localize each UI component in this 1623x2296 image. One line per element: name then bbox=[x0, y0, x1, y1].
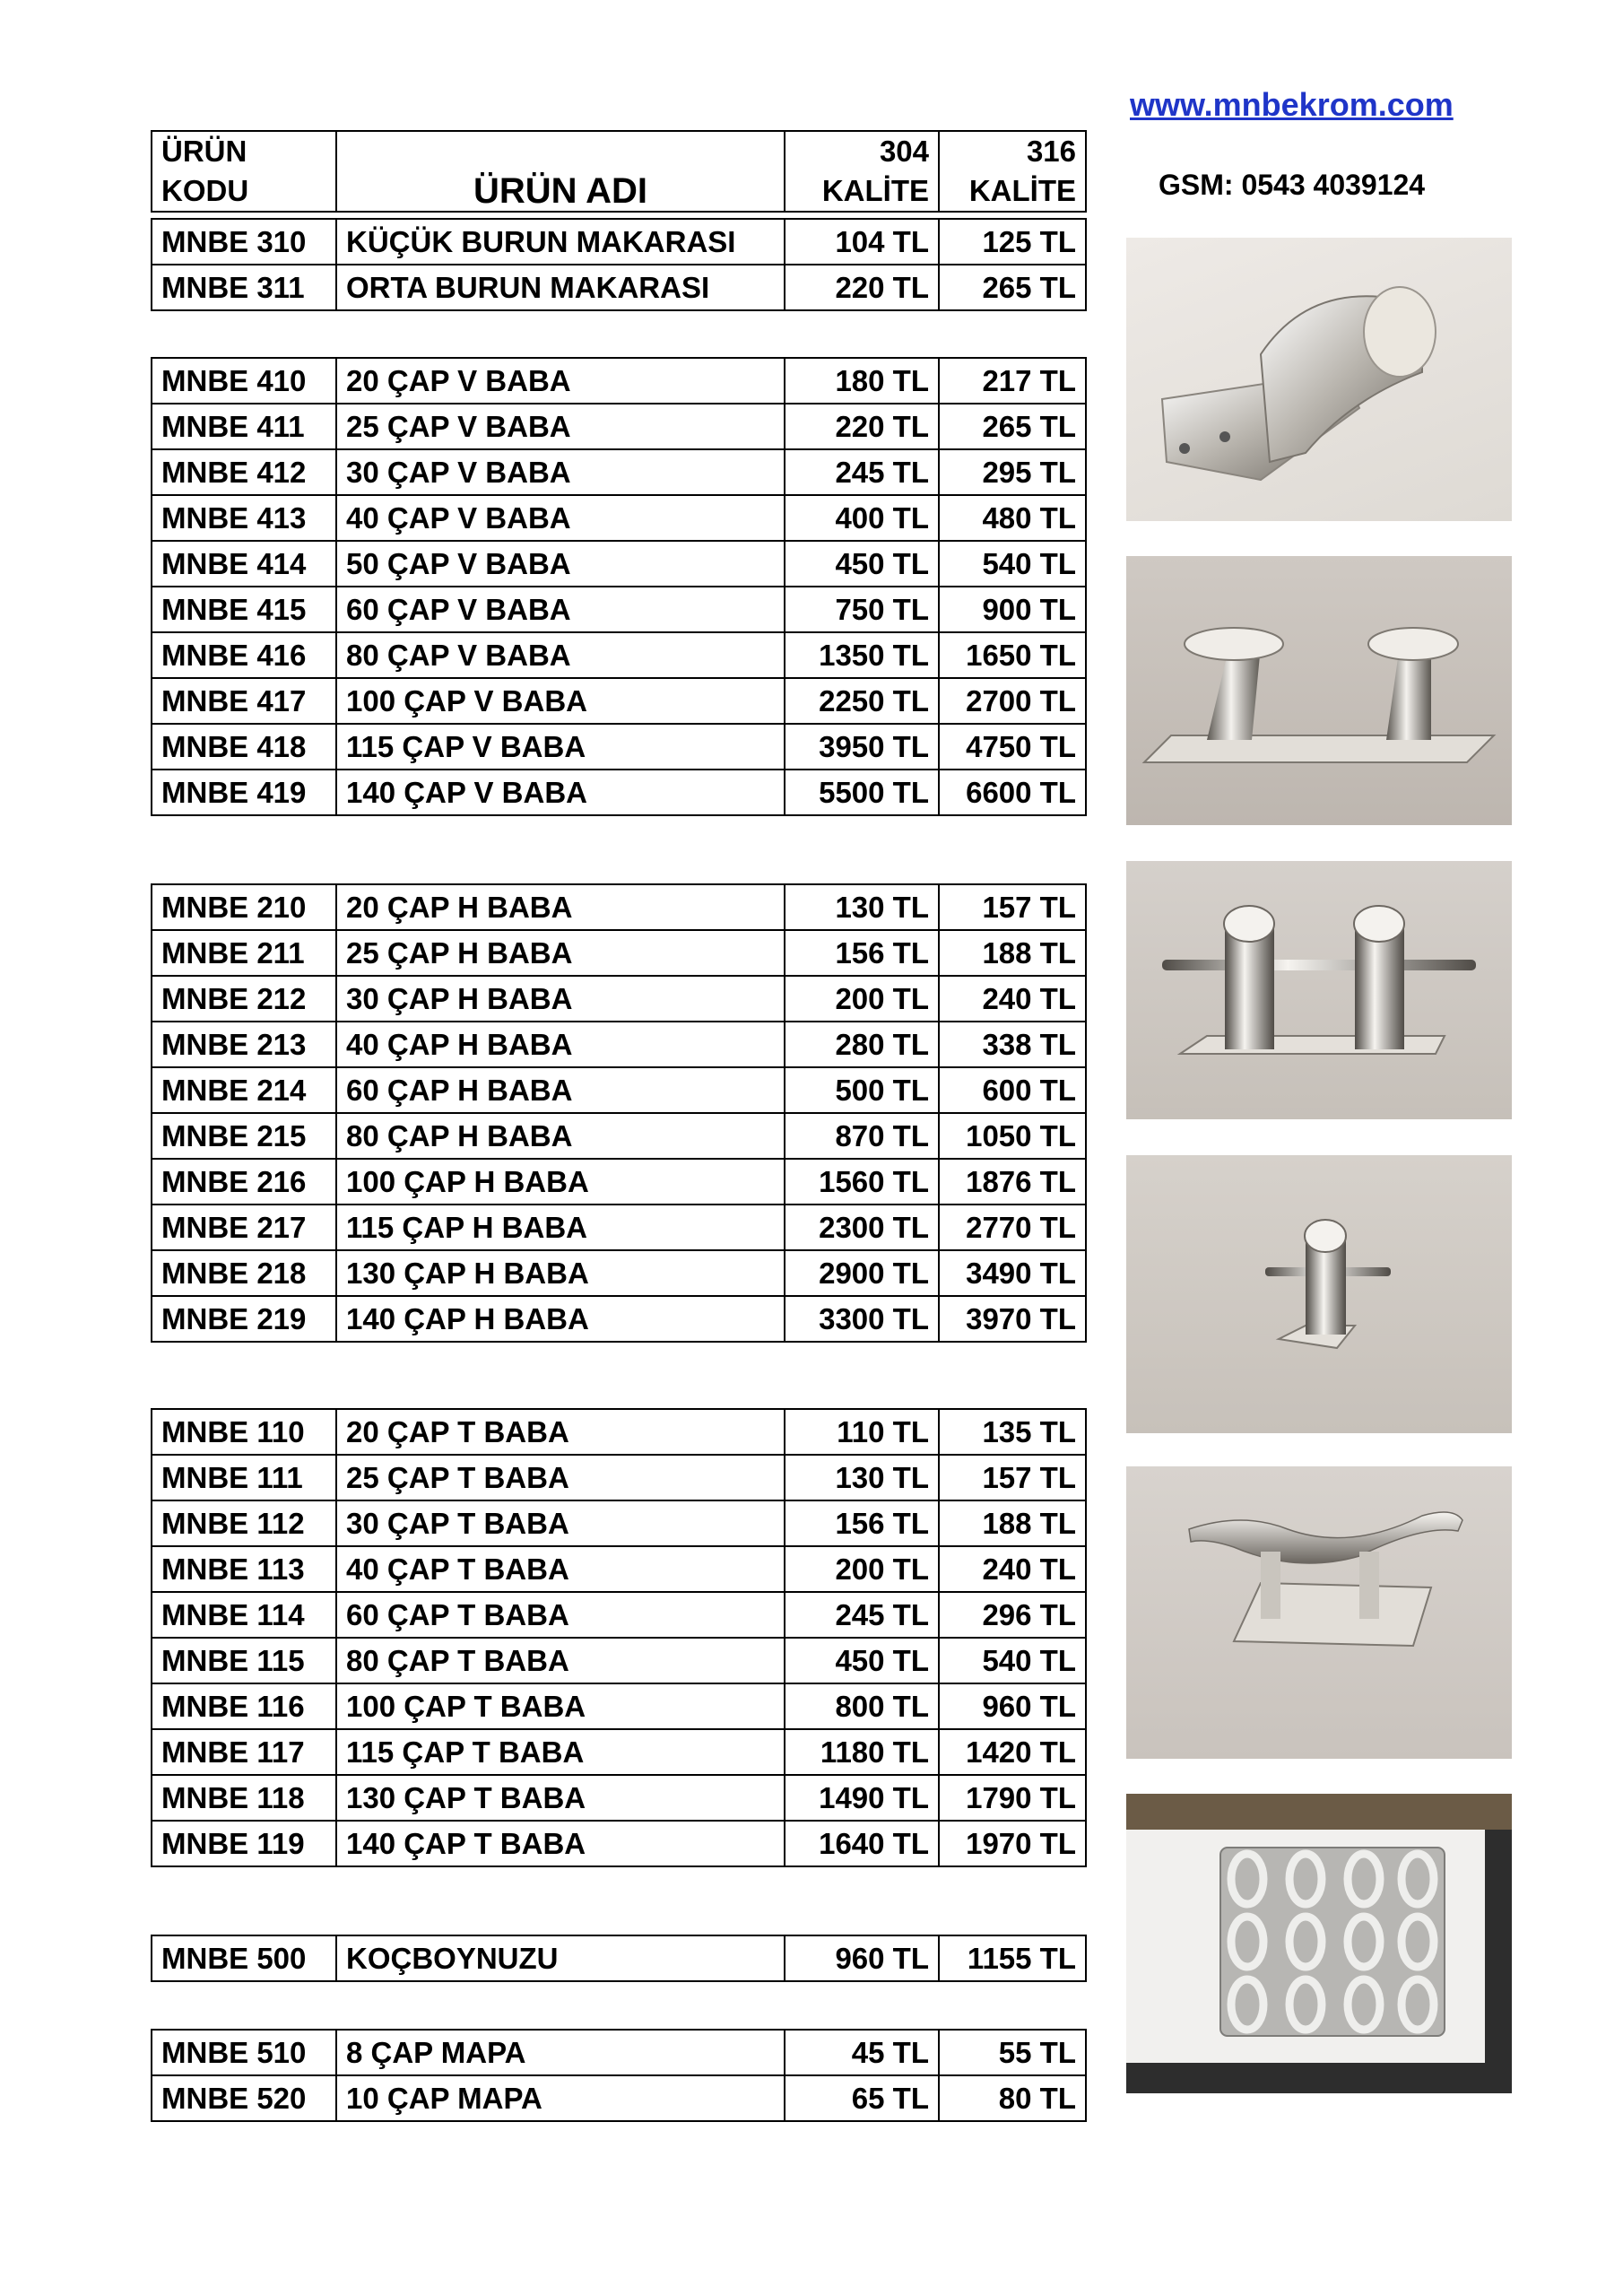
v-bollard-icon bbox=[1126, 556, 1512, 825]
price-group-table bbox=[151, 883, 1087, 1343]
table-row bbox=[152, 1729, 1086, 1775]
price-304-cell: 2300 TL bbox=[785, 1205, 939, 1250]
product-name-cell: 115 ÇAP H BABA bbox=[336, 1205, 785, 1250]
price-316-cell: 157 TL bbox=[939, 884, 1086, 930]
product-code-cell: MNBE 111 bbox=[152, 1455, 336, 1500]
price-304-cell: 156 TL bbox=[785, 930, 939, 976]
price-304-cell: 450 TL bbox=[785, 541, 939, 587]
table-row bbox=[152, 1159, 1086, 1205]
product-name-cell: 100 ÇAP V BABA bbox=[336, 678, 785, 724]
price-304-cell: 130 TL bbox=[785, 884, 939, 930]
product-name-cell: 60 ÇAP V BABA bbox=[336, 587, 785, 632]
table-row bbox=[152, 1296, 1086, 1342]
price-group-table bbox=[151, 2029, 1087, 2122]
product-name-cell: KÜÇÜK BURUN MAKARASI bbox=[336, 219, 785, 265]
product-name-cell: 130 ÇAP T BABA bbox=[336, 1775, 785, 1821]
table-row bbox=[152, 1546, 1086, 1592]
product-name-cell: 40 ÇAP H BABA bbox=[336, 1022, 785, 1067]
product-code-cell: MNBE 118 bbox=[152, 1775, 336, 1821]
product-code-cell: MNBE 310 bbox=[152, 219, 336, 265]
product-photo-pad-eyes bbox=[1126, 1794, 1512, 2093]
column-header-304: 304 KALİTE bbox=[785, 131, 939, 212]
t-cleat-icon bbox=[1126, 1466, 1512, 1759]
product-name-cell: 60 ÇAP H BABA bbox=[336, 1067, 785, 1113]
table-row bbox=[152, 678, 1086, 724]
price-316-cell: 6600 TL bbox=[939, 770, 1086, 815]
product-code-cell: MNBE 115 bbox=[152, 1638, 336, 1683]
product-photo-h-bollard bbox=[1126, 861, 1512, 1119]
product-name-cell: KOÇBOYNUZU bbox=[336, 1935, 785, 1981]
price-304-cell: 960 TL bbox=[785, 1935, 939, 1981]
price-316-cell: 4750 TL bbox=[939, 724, 1086, 770]
product-name-cell: 10 ÇAP MAPA bbox=[336, 2075, 785, 2121]
table-row bbox=[152, 724, 1086, 770]
price-316-cell: 265 TL bbox=[939, 404, 1086, 449]
price-304-cell: 450 TL bbox=[785, 1638, 939, 1683]
price-316-cell: 600 TL bbox=[939, 1067, 1086, 1113]
price-316-cell: 3490 TL bbox=[939, 1250, 1086, 1296]
price-316-cell: 125 TL bbox=[939, 219, 1086, 265]
price-304-cell: 130 TL bbox=[785, 1455, 939, 1500]
product-name-cell: 60 ÇAP T BABA bbox=[336, 1592, 785, 1638]
price-304-cell: 220 TL bbox=[785, 404, 939, 449]
price-304-cell: 245 TL bbox=[785, 449, 939, 495]
product-name-cell: 20 ÇAP T BABA bbox=[336, 1409, 785, 1455]
product-name-cell: 80 ÇAP H BABA bbox=[336, 1113, 785, 1159]
table-row bbox=[152, 1638, 1086, 1683]
product-code-cell: MNBE 411 bbox=[152, 404, 336, 449]
table-row bbox=[152, 219, 1086, 265]
price-304-cell: 180 TL bbox=[785, 358, 939, 404]
price-group-table bbox=[151, 357, 1087, 816]
website-link[interactable]: www.mnbekrom.com bbox=[1130, 86, 1454, 123]
table-row bbox=[152, 2030, 1086, 2075]
product-code-cell: MNBE 114 bbox=[152, 1592, 336, 1638]
table-row bbox=[152, 1022, 1086, 1067]
price-316-cell: 900 TL bbox=[939, 587, 1086, 632]
table-row bbox=[152, 265, 1086, 310]
product-code-cell: MNBE 419 bbox=[152, 770, 336, 815]
price-316-cell: 157 TL bbox=[939, 1455, 1086, 1500]
price-316-cell: 296 TL bbox=[939, 1592, 1086, 1638]
product-name-cell: 100 ÇAP H BABA bbox=[336, 1159, 785, 1205]
price-316-cell: 2700 TL bbox=[939, 678, 1086, 724]
pad-eye-icon bbox=[1126, 1794, 1512, 2093]
table-row bbox=[152, 1409, 1086, 1455]
column-header-code: ÜRÜN KODU bbox=[152, 131, 336, 212]
product-code-cell: MNBE 417 bbox=[152, 678, 336, 724]
product-code-cell: MNBE 415 bbox=[152, 587, 336, 632]
price-304-cell: 3950 TL bbox=[785, 724, 939, 770]
product-name-cell: 100 ÇAP T BABA bbox=[336, 1683, 785, 1729]
single-bollard-icon bbox=[1126, 1155, 1512, 1433]
price-316-cell: 217 TL bbox=[939, 358, 1086, 404]
product-name-cell: 40 ÇAP V BABA bbox=[336, 495, 785, 541]
product-code-cell: MNBE 113 bbox=[152, 1546, 336, 1592]
price-304-cell: 45 TL bbox=[785, 2030, 939, 2075]
product-name-cell: ORTA BURUN MAKARASI bbox=[336, 265, 785, 310]
product-code-cell: MNBE 410 bbox=[152, 358, 336, 404]
price-316-cell: 1650 TL bbox=[939, 632, 1086, 678]
product-code-cell: MNBE 117 bbox=[152, 1729, 336, 1775]
price-304-cell: 1350 TL bbox=[785, 632, 939, 678]
product-name-cell: 25 ÇAP H BABA bbox=[336, 930, 785, 976]
price-316-cell: 240 TL bbox=[939, 1546, 1086, 1592]
table-row bbox=[152, 404, 1086, 449]
price-316-cell: 1876 TL bbox=[939, 1159, 1086, 1205]
table-row bbox=[152, 1500, 1086, 1546]
product-code-cell: MNBE 520 bbox=[152, 2075, 336, 2121]
price-316-cell: 1155 TL bbox=[939, 1935, 1086, 1981]
column-header-316: 316 KALİTE bbox=[939, 131, 1086, 212]
table-row bbox=[152, 1250, 1086, 1296]
price-304-cell: 3300 TL bbox=[785, 1296, 939, 1342]
price-316-cell: 188 TL bbox=[939, 930, 1086, 976]
price-316-cell: 1420 TL bbox=[939, 1729, 1086, 1775]
price-304-cell: 280 TL bbox=[785, 1022, 939, 1067]
price-group-table bbox=[151, 1408, 1087, 1867]
product-code-cell: MNBE 216 bbox=[152, 1159, 336, 1205]
product-name-cell: 115 ÇAP T BABA bbox=[336, 1729, 785, 1775]
table-row bbox=[152, 1683, 1086, 1729]
price-316-cell: 1050 TL bbox=[939, 1113, 1086, 1159]
product-name-cell: 30 ÇAP T BABA bbox=[336, 1500, 785, 1546]
table-row bbox=[152, 1067, 1086, 1113]
table-row bbox=[152, 2075, 1086, 2121]
price-316-cell: 188 TL bbox=[939, 1500, 1086, 1546]
price-304-cell: 400 TL bbox=[785, 495, 939, 541]
price-304-cell: 870 TL bbox=[785, 1113, 939, 1159]
table-row bbox=[152, 884, 1086, 930]
product-name-cell: 140 ÇAP V BABA bbox=[336, 770, 785, 815]
product-name-cell: 25 ÇAP V BABA bbox=[336, 404, 785, 449]
price-304-cell: 1180 TL bbox=[785, 1729, 939, 1775]
table-row bbox=[152, 1935, 1086, 1981]
product-photo-single-bollard bbox=[1126, 1155, 1512, 1433]
table-row bbox=[152, 541, 1086, 587]
product-code-cell: MNBE 110 bbox=[152, 1409, 336, 1455]
product-code-cell: MNBE 210 bbox=[152, 884, 336, 930]
price-316-cell: 265 TL bbox=[939, 265, 1086, 310]
table-row bbox=[152, 449, 1086, 495]
product-code-cell: MNBE 214 bbox=[152, 1067, 336, 1113]
product-code-cell: MNBE 211 bbox=[152, 930, 336, 976]
price-304-cell: 110 TL bbox=[785, 1409, 939, 1455]
product-code-cell: MNBE 217 bbox=[152, 1205, 336, 1250]
product-name-cell: 140 ÇAP T BABA bbox=[336, 1821, 785, 1866]
product-name-cell: 20 ÇAP H BABA bbox=[336, 884, 785, 930]
price-304-cell: 1490 TL bbox=[785, 1775, 939, 1821]
product-photo-t-cleat bbox=[1126, 1466, 1512, 1759]
price-group-table bbox=[151, 1935, 1087, 1982]
product-code-cell: MNBE 414 bbox=[152, 541, 336, 587]
product-code-cell: MNBE 119 bbox=[152, 1821, 336, 1866]
product-name-cell: 115 ÇAP V BABA bbox=[336, 724, 785, 770]
price-304-cell: 65 TL bbox=[785, 2075, 939, 2121]
product-code-cell: MNBE 112 bbox=[152, 1500, 336, 1546]
price-304-cell: 2250 TL bbox=[785, 678, 939, 724]
product-photo-v-bollard bbox=[1126, 556, 1512, 825]
price-304-cell: 1560 TL bbox=[785, 1159, 939, 1205]
table-row bbox=[152, 976, 1086, 1022]
table-row bbox=[152, 1821, 1086, 1866]
price-304-cell: 104 TL bbox=[785, 219, 939, 265]
price-304-cell: 200 TL bbox=[785, 976, 939, 1022]
table-row bbox=[152, 1113, 1086, 1159]
column-header-name: ÜRÜN ADI bbox=[336, 131, 785, 212]
product-code-cell: MNBE 212 bbox=[152, 976, 336, 1022]
product-name-cell: 8 ÇAP MAPA bbox=[336, 2030, 785, 2075]
gsm-phone: GSM: 0543 4039124 bbox=[1159, 169, 1426, 201]
price-316-cell: 3970 TL bbox=[939, 1296, 1086, 1342]
product-name-cell: 130 ÇAP H BABA bbox=[336, 1250, 785, 1296]
price-316-cell: 540 TL bbox=[939, 541, 1086, 587]
product-name-cell: 140 ÇAP H BABA bbox=[336, 1296, 785, 1342]
table-row bbox=[152, 358, 1086, 404]
product-photo-bow-roller bbox=[1126, 238, 1512, 521]
h-bollard-icon bbox=[1126, 861, 1512, 1119]
product-code-cell: MNBE 116 bbox=[152, 1683, 336, 1729]
product-code-cell: MNBE 213 bbox=[152, 1022, 336, 1067]
product-code-cell: MNBE 500 bbox=[152, 1935, 336, 1981]
product-code-cell: MNBE 510 bbox=[152, 2030, 336, 2075]
product-code-cell: MNBE 418 bbox=[152, 724, 336, 770]
price-316-cell: 2770 TL bbox=[939, 1205, 1086, 1250]
product-code-cell: MNBE 215 bbox=[152, 1113, 336, 1159]
price-316-cell: 240 TL bbox=[939, 976, 1086, 1022]
price-304-cell: 500 TL bbox=[785, 1067, 939, 1113]
product-name-cell: 20 ÇAP V BABA bbox=[336, 358, 785, 404]
table-row bbox=[152, 1592, 1086, 1638]
table-row bbox=[152, 930, 1086, 976]
price-table-header bbox=[151, 130, 1087, 213]
table-row bbox=[152, 1455, 1086, 1500]
product-name-cell: 30 ÇAP H BABA bbox=[336, 976, 785, 1022]
price-316-cell: 1970 TL bbox=[939, 1821, 1086, 1866]
table-row bbox=[152, 632, 1086, 678]
product-name-cell: 25 ÇAP T BABA bbox=[336, 1455, 785, 1500]
product-name-cell: 80 ÇAP T BABA bbox=[336, 1638, 785, 1683]
price-304-cell: 245 TL bbox=[785, 1592, 939, 1638]
product-name-cell: 80 ÇAP V BABA bbox=[336, 632, 785, 678]
price-316-cell: 338 TL bbox=[939, 1022, 1086, 1067]
bow-roller-icon bbox=[1126, 238, 1512, 521]
price-316-cell: 540 TL bbox=[939, 1638, 1086, 1683]
table-row bbox=[152, 1775, 1086, 1821]
price-304-cell: 800 TL bbox=[785, 1683, 939, 1729]
price-304-cell: 5500 TL bbox=[785, 770, 939, 815]
price-316-cell: 55 TL bbox=[939, 2030, 1086, 2075]
price-316-cell: 1790 TL bbox=[939, 1775, 1086, 1821]
product-name-cell: 40 ÇAP T BABA bbox=[336, 1546, 785, 1592]
price-304-cell: 156 TL bbox=[785, 1500, 939, 1546]
table-row bbox=[152, 587, 1086, 632]
price-316-cell: 80 TL bbox=[939, 2075, 1086, 2121]
product-code-cell: MNBE 413 bbox=[152, 495, 336, 541]
price-304-cell: 200 TL bbox=[785, 1546, 939, 1592]
price-316-cell: 960 TL bbox=[939, 1683, 1086, 1729]
product-code-cell: MNBE 219 bbox=[152, 1296, 336, 1342]
price-316-cell: 135 TL bbox=[939, 1409, 1086, 1455]
table-row bbox=[152, 495, 1086, 541]
product-code-cell: MNBE 412 bbox=[152, 449, 336, 495]
table-row bbox=[152, 1205, 1086, 1250]
price-304-cell: 220 TL bbox=[785, 265, 939, 310]
price-304-cell: 2900 TL bbox=[785, 1250, 939, 1296]
table-row bbox=[152, 770, 1086, 815]
price-316-cell: 480 TL bbox=[939, 495, 1086, 541]
price-304-cell: 1640 TL bbox=[785, 1821, 939, 1866]
product-name-cell: 50 ÇAP V BABA bbox=[336, 541, 785, 587]
product-code-cell: MNBE 311 bbox=[152, 265, 336, 310]
product-name-cell: 30 ÇAP V BABA bbox=[336, 449, 785, 495]
product-code-cell: MNBE 218 bbox=[152, 1250, 336, 1296]
product-code-cell: MNBE 416 bbox=[152, 632, 336, 678]
price-group-table bbox=[151, 218, 1087, 311]
price-304-cell: 750 TL bbox=[785, 587, 939, 632]
price-316-cell: 295 TL bbox=[939, 449, 1086, 495]
